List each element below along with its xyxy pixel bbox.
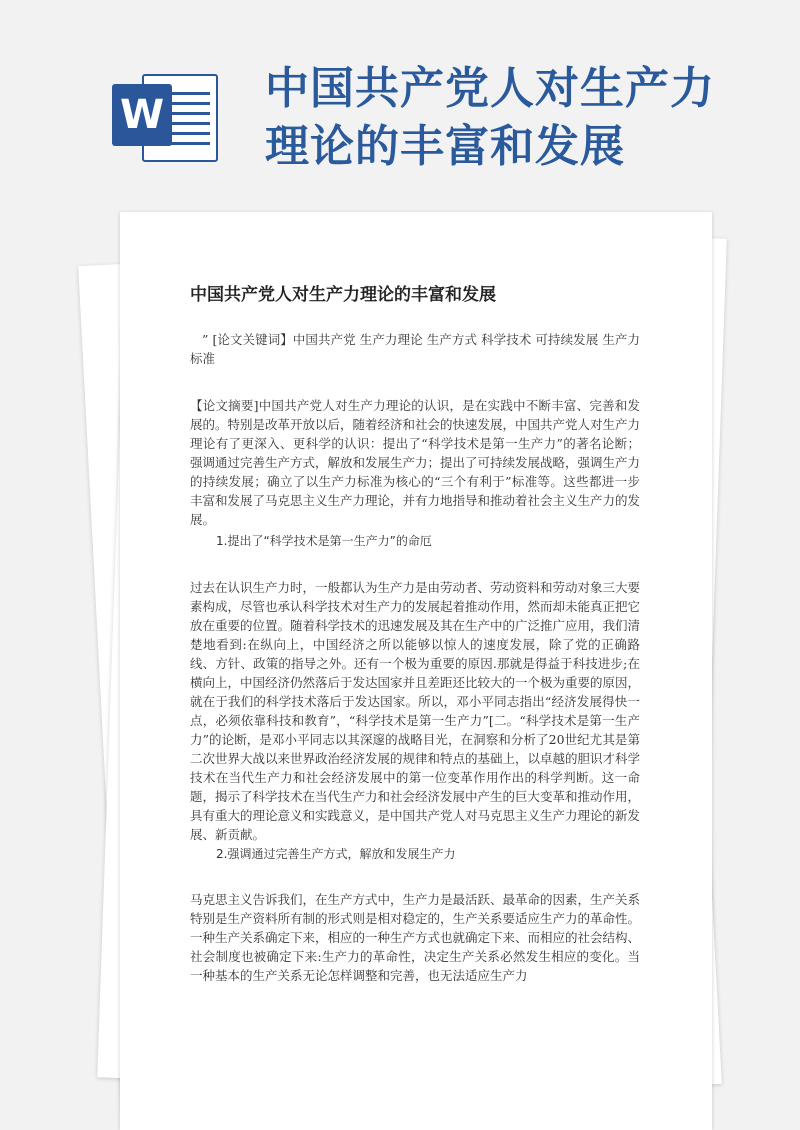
document-page: [120, 212, 712, 1130]
banner-title: [265, 60, 785, 176]
section2-paragraph: 马克思主义告诉我们，在生产方式中，生产力是最活跃、最革命的因素，生产关系特别是生产资料所有制的形式则是相对稳定的，生产关系要适应生产力的革命性。一种生产关系确定下来，相应的一种生产方式也就确定下来、而相应的社会结构、社会制度也被确定下来:生产力的革命性，决定生产关系必然发生相应的变化。当一种基本的生产关系无论怎样调整和完善，也无法适应生产力: [190, 892, 641, 983]
header-banner: [0, 0, 800, 210]
banner-title-line1: 中国共产党人对生产力: [265, 63, 715, 114]
section1-paragraph: 过去在认识生产力时，一般都认为生产力是由劳动者、劳动资料和劳动对象三大要素构成，尽管也承认科学技术对生产力的发展起着推动作用，然而却未能真正把它放在重要的位置。随着科学技术的迅速发展及其在生产中的广泛推广应用，我们清楚地看到:在纵向上，中国经济之所以能够以惊人的速度发展，除了党的正确路线、方针、政策的指导之外。还有一个极为重要的原因.那就是得益于科技进步;在横向上，中国经济仍然落后于发达国家并且差距还比较大的一个极为重要的原因，就在于我们的科学技术落后于发达国家。所以，邓小平同志指出“经济发展得快一点，必须依靠科技和教育”，“科学技术是第一生产力”[二。“科学技术是第一生产力”的论断，是邓小平同志以其深邃的战略目光，在洞察和分析了20世纪尤其是第二次世界大战以来世界政治经济发展的规律和特点的基础上，以卓越的胆识才科学技术在当代生产力和社会经济发展中的第一位变革作用作出的科学判断。这一命题，揭示了科学技术在当代生产力和社会经济发展中产生的巨大变革和推动作用，具有重大的理论意义和实践意义，是中国共产党人对马克思主义生产力理论的新发展、新贡献。: [190, 580, 641, 842]
abstract-paragraph: 【论文摘要]中国共产党人对生产力理论的认识，是在实践中不断丰富、完善和发展的。特别是改革开放以后，随着经济和社会的快速发展，中国共产党人对生产力理论有了更深入、更科学的认识：提出了“科学技术是第一生产力”的著名论断；强调通过完善生产方式，解放和发展生产力；提出了可持续发展战略，强调生产力的持续发展；确立了以生产力标准为核心的“三个有利于”标准等。这些都进一步丰富和发展了马克思主义生产力理论，并有力地指导和推动着社会主义生产力的发展。: [190, 398, 641, 527]
keywords-paragraph: ” [论文关键词】中国共产党 生产力理论 生产方式 科学技术 可持续发展 生产力标准: [190, 332, 640, 366]
banner-title-line2: 理论的丰富和发展: [265, 121, 625, 172]
word-icon: [112, 70, 222, 166]
section1-heading: 1.提出了“科学技术是第一生产力”的命厄: [216, 534, 432, 548]
document-title: 中国共产党人对生产力理论的丰富和发展: [190, 285, 496, 305]
section2-heading: 2.强调通过完善生产方式，解放和发展生产力: [216, 847, 456, 861]
word-letter-w: W: [112, 84, 172, 146]
